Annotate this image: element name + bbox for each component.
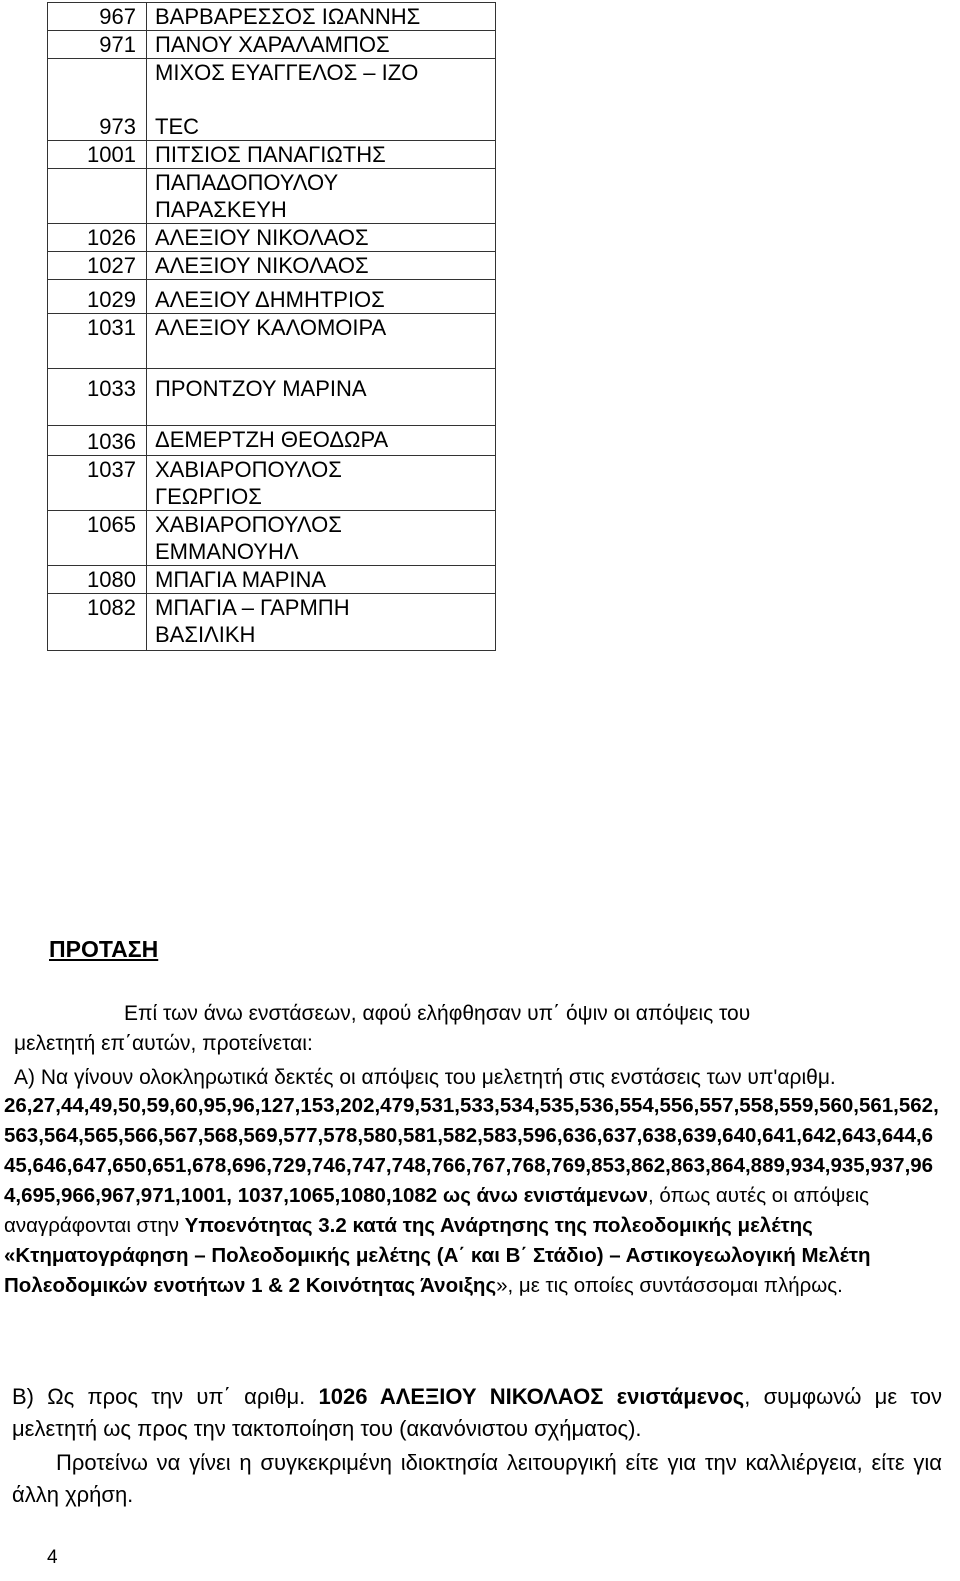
table-row bbox=[48, 511, 496, 566]
proposal-intro-line2: μελετητή επ΄αυτών, προτείνεται: bbox=[14, 1032, 313, 1055]
row-number: 1037 bbox=[48, 456, 147, 511]
proposal-item-b-end: , συμφωνώ με τον μελετητή ως προς την τακτοποίηση του (ακανόνιστου σχήματος). bbox=[12, 1384, 942, 1441]
row-name-line: ΑΛΕΞΙΟΥ ΚΑΛΟΜΟΙΡΑ bbox=[155, 315, 387, 340]
row-number: 1031 bbox=[48, 314, 147, 369]
row-name-line: ΜΠΑΓΙΑ – ΓΑΡΜΠΗ bbox=[155, 595, 350, 620]
row-number bbox=[48, 169, 147, 224]
table-row bbox=[48, 456, 496, 511]
row-name bbox=[147, 369, 496, 426]
proposal-intro bbox=[14, 999, 932, 1059]
page-number: 4 bbox=[47, 1547, 58, 1568]
proposal-item-b-objector: 1026 ΑΛΕΞΙΟΥ ΝΙΚΟΛΑΟΣ ενιστάμενος bbox=[318, 1384, 745, 1409]
table-row bbox=[48, 252, 496, 280]
table-row bbox=[48, 59, 496, 141]
table-row bbox=[48, 369, 496, 426]
objection-number-list: 26,27,44,49,50,59,60,95,96,127,153,202,479,531,533,534,535,536,554,556,557,558,559,560,561,562,563,564,565,566,567,568,569,577,578,580,581,582,583,596,636,637,638,639,640,641,642,643,644,645,646,647,650,651,678,696,729,746,747,748,766,767,768,769,853,862,863,864,889,934,935,937,964,695,966,967,971,1001, 1037,1065,1080,1082 ως άνω ενιστάμενων bbox=[4, 1094, 939, 1207]
row-number: 1036 bbox=[48, 426, 147, 456]
row-name bbox=[147, 59, 496, 141]
row-name-line: ΒΑΣΙΛΙΚΗ bbox=[155, 622, 256, 647]
row-name-line: ΕΜΜΑΝΟΥΗΛ bbox=[155, 539, 299, 564]
row-name bbox=[147, 224, 496, 252]
table-row bbox=[48, 169, 496, 224]
row-name-line: ΑΛΕΞΙΟΥ ΔΗΜΗΤΡΙΟΣ bbox=[155, 287, 385, 312]
row-name-line: TEC bbox=[155, 114, 199, 139]
table-row bbox=[48, 141, 496, 169]
proposal-item-a-details bbox=[4, 1091, 942, 1301]
row-number: 971 bbox=[48, 31, 147, 59]
proposal-item-b-start: Β) Ως προς την υπ΄ αριθμ. bbox=[12, 1384, 319, 1409]
row-number: 1033 bbox=[48, 369, 147, 426]
table-row bbox=[48, 31, 496, 59]
row-name bbox=[147, 280, 496, 314]
row-name-line: ΓΕΩΡΓΙΟΣ bbox=[155, 484, 262, 509]
row-name-line: ΔΕΜΕΡΤΖΗ ΘΕΟΔΩΡΑ bbox=[155, 427, 389, 452]
row-name bbox=[147, 594, 496, 651]
row-name bbox=[147, 566, 496, 594]
table-row bbox=[48, 3, 496, 31]
row-number: 1027 bbox=[48, 252, 147, 280]
row-name-line: ΒΑΡΒΑΡΕΣΣΟΣ ΙΩΑΝΝΗΣ bbox=[155, 4, 421, 29]
row-name bbox=[147, 31, 496, 59]
row-name-line: ΧΑΒΙΑΡΟΠΟΥΛΟΣ bbox=[155, 512, 342, 537]
row-name bbox=[147, 252, 496, 280]
row-name-line: ΜΙΧΟΣ ΕΥΑΓΓΕΛΟΣ – ΙΖΟ bbox=[155, 60, 419, 85]
row-number: 1029 bbox=[48, 280, 147, 314]
row-name bbox=[147, 141, 496, 169]
row-number: 1001 bbox=[48, 141, 147, 169]
row-name-line: ΧΑΒΙΑΡΟΠΟΥΛΟΣ bbox=[155, 457, 342, 482]
row-name bbox=[147, 426, 496, 456]
table-row bbox=[48, 224, 496, 252]
row-name-line bbox=[155, 86, 495, 113]
row-name bbox=[147, 456, 496, 511]
row-name-line: ΑΛΕΞΙΟΥ ΝΙΚΟΛΑΟΣ bbox=[155, 225, 369, 250]
row-number: 1065 bbox=[48, 511, 147, 566]
proposal-item-a: Α) Να γίνουν ολοκληρωτικά δεκτές οι απόψεις του μελετητή στις ενστάσεις των υπ'αριθμ. bbox=[14, 1066, 836, 1089]
proposal-item-b bbox=[12, 1381, 942, 1445]
proposal-recommendation bbox=[12, 1447, 942, 1511]
row-name-line: ΜΠΑΓΙΑ ΜΑΡΙΝΑ bbox=[155, 567, 327, 592]
row-name-line: ΠΑΠΑΔΟΠΟΥΛΟΥ bbox=[155, 170, 339, 195]
row-name bbox=[147, 511, 496, 566]
row-name-line: ΠΡΟΝΤΖΟΥ ΜΑΡΙΝΑ bbox=[155, 376, 367, 401]
row-name-line: ΠΙΤΣΙΟΣ ΠΑΝΑΓΙΩΤΗΣ bbox=[155, 142, 386, 167]
row-name-line: ΠΑΝΟΥ ΧΑΡΑΛΑΜΠΟΣ bbox=[155, 32, 390, 57]
proposal-heading: ΠΡΟΤΑΣΗ bbox=[49, 936, 159, 962]
row-name bbox=[147, 169, 496, 224]
row-number: 1082 bbox=[48, 594, 147, 651]
table-row bbox=[48, 314, 496, 369]
table-row bbox=[48, 426, 496, 456]
proposal-item-a-end: », με τις οποίες συντάσσομαι πλήρως. bbox=[496, 1274, 843, 1297]
proposal-item-a-reference: Υποενότητας 3.2 κατά της Ανάρτησης της πολεοδομικής μελέτης «Κτηματογράφηση – Πολεοδομικής μελέτης (Α΄ και Β΄ Στάδιο) – Αστικογεωλογική Μελέτη Πολεοδομικών ενοτήτων 1 & 2 Κοινότητας Άνοιξης bbox=[4, 1214, 871, 1297]
table-row bbox=[48, 594, 496, 651]
row-number: 1080 bbox=[48, 566, 147, 594]
proposal-recommendation-text: Προτείνω να γίνει η συγκεκριμένη ιδιοκτησία λειτουργική είτε για την καλλιέργεια, είτε για άλλη χρήση. bbox=[12, 1450, 942, 1507]
row-number: 973 bbox=[48, 59, 147, 141]
row-name bbox=[147, 314, 496, 369]
table-row bbox=[48, 566, 496, 594]
row-number: 967 bbox=[48, 3, 147, 31]
table-row bbox=[48, 280, 496, 314]
owners-table-body bbox=[48, 3, 496, 651]
row-name-line: ΑΛΕΞΙΟΥ ΝΙΚΟΛΑΟΣ bbox=[155, 253, 369, 278]
row-name bbox=[147, 3, 496, 31]
row-name-line: ΠΑΡΑΣΚΕΥΗ bbox=[155, 197, 287, 222]
row-number: 1026 bbox=[48, 224, 147, 252]
owners-table bbox=[47, 2, 496, 651]
proposal-intro-line1: Επί των άνω ενστάσεων, αφού ελήφθησαν υπ΄ όψιν οι απόψεις του bbox=[124, 1002, 751, 1025]
proposal-item-a-mid: , όπως αυτές οι απόψεις αναγράφονται στην bbox=[4, 1184, 870, 1237]
